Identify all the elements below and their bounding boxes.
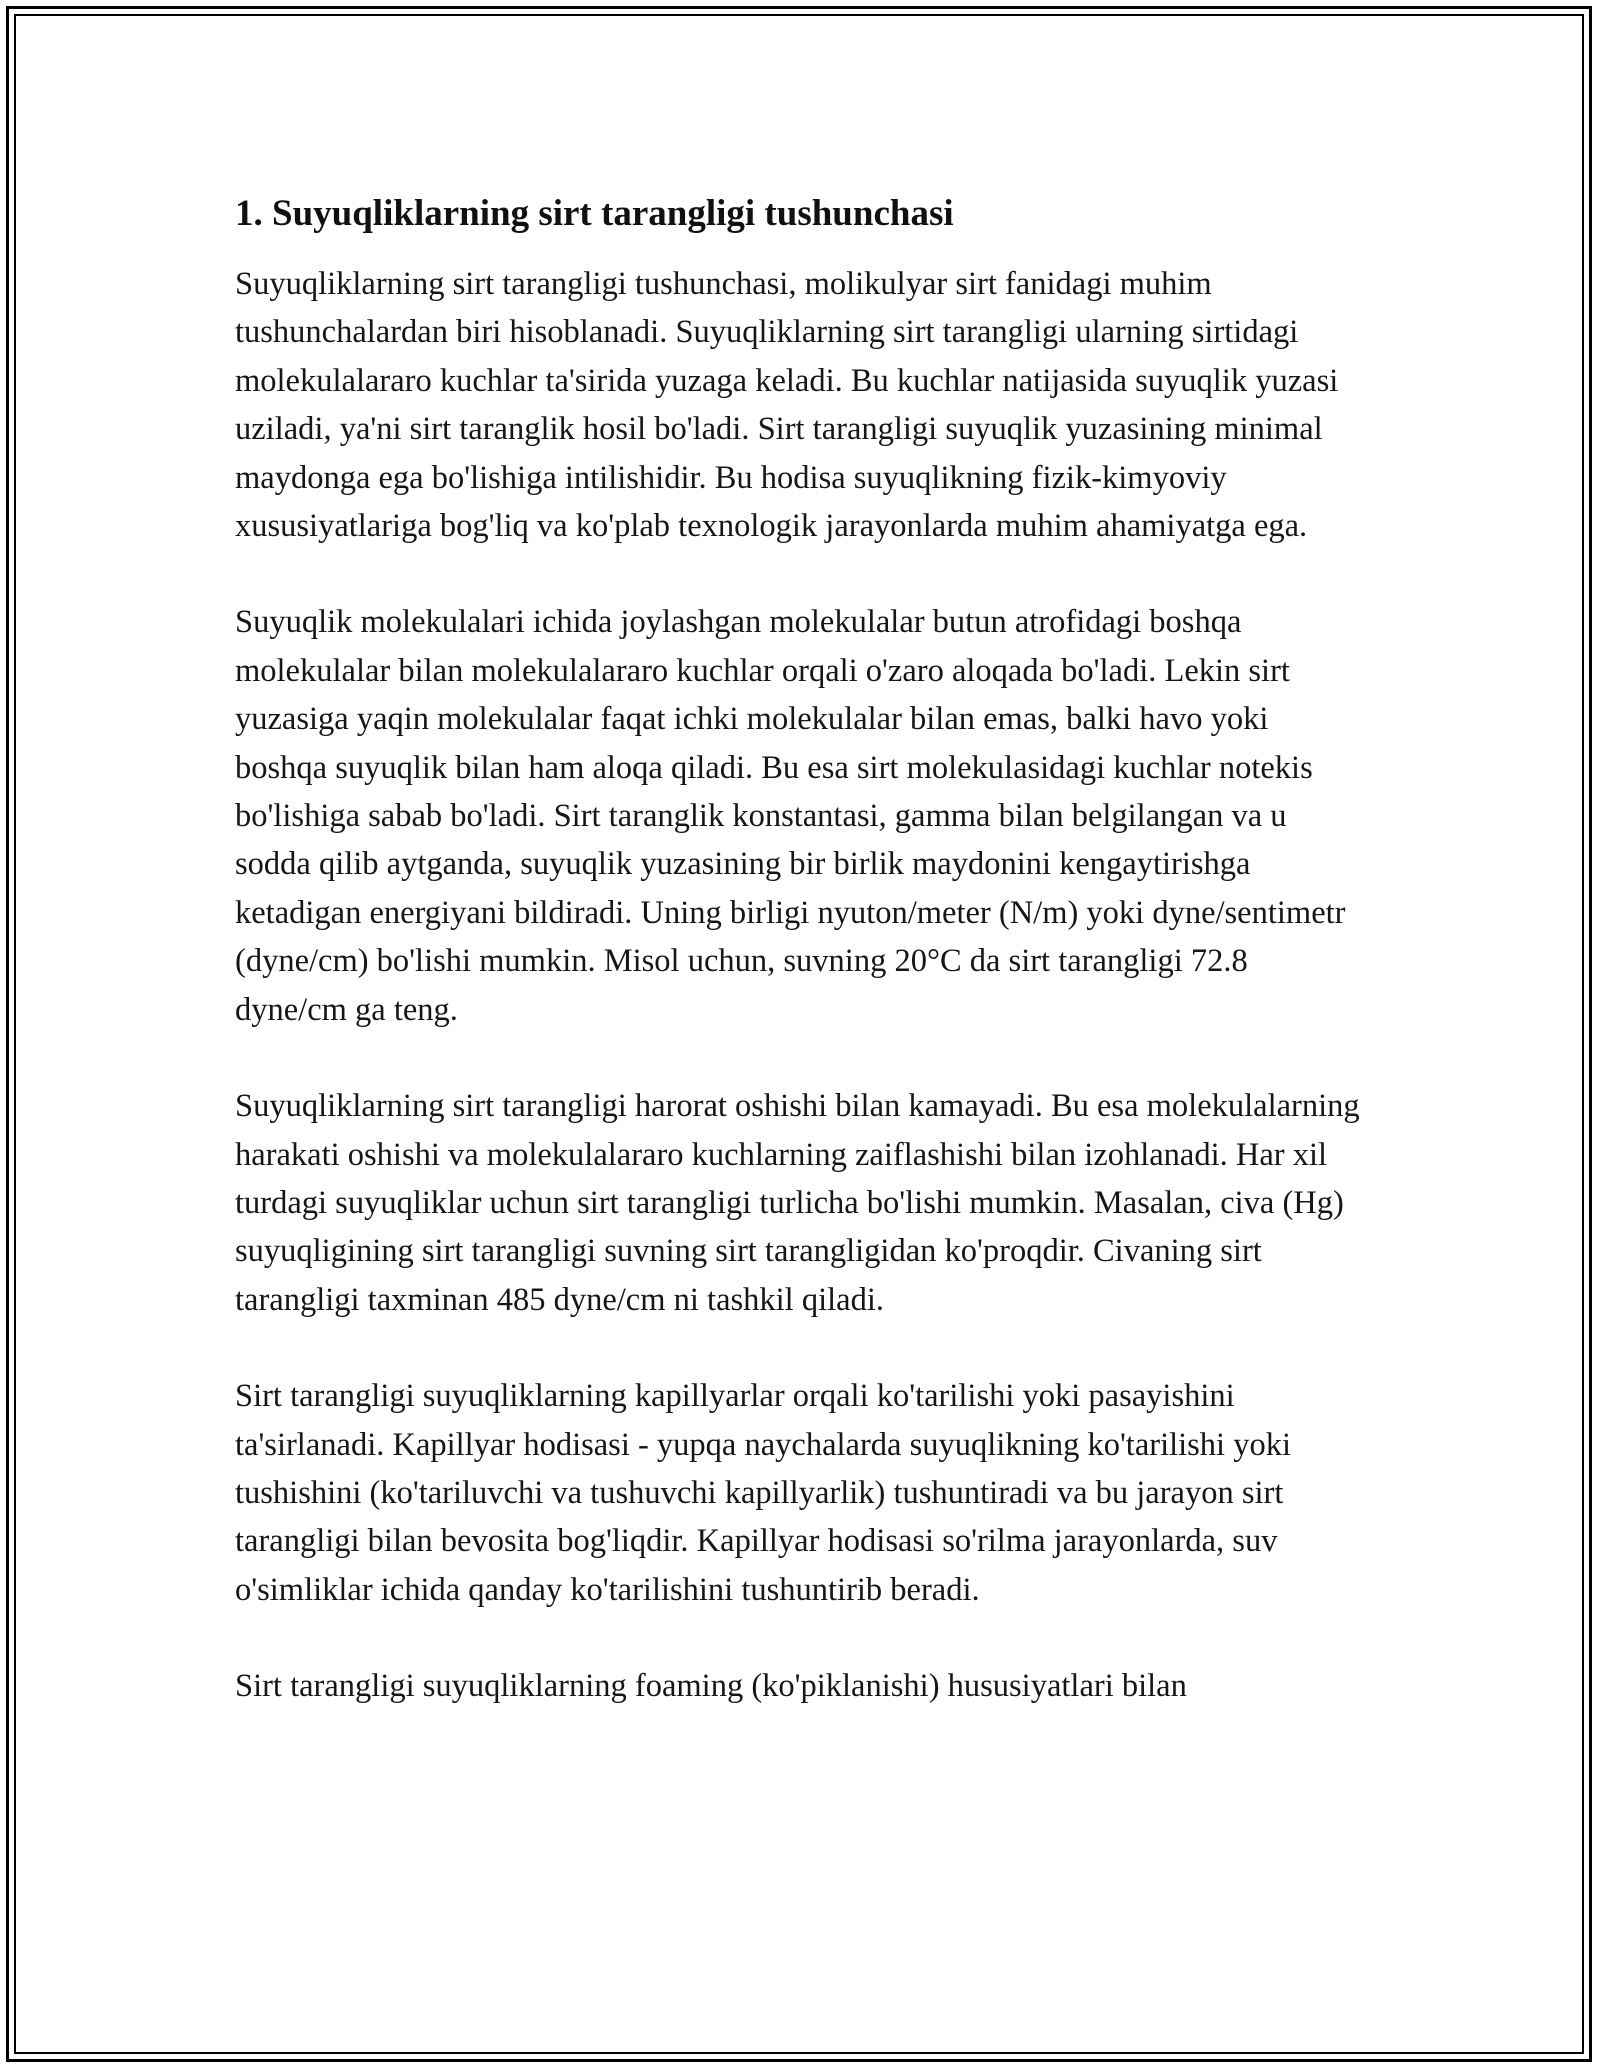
paragraph-5: Sirt tarangligi suyuqliklarning foaming (ko'piklanishi) hususiyatlari bilan	[235, 1668, 1187, 1705]
paragraph-2: Suyuqlik molekulalari ichida joylashgan molekulalar butun atrofidagi boshqa molekulalar bilan molekulalararo kuchlar orqali o'zaro aloqada bo'ladi. Lekin sirt yuzasiga yaqin molekulalar faqat ichki molekulalar bilan emas, balki havo yoki boshqa suyuqlik bilan ham aloqa qiladi. Bu esa sirt molekulasidagi kuchlar notekis bo'lishiga sabab bo'ladi. Sirt taranglik konstantasi, gamma bilan belgilangan va u sodda qilib aytganda, suyuqlik yuzasining bir birlik maydonini kengaytirishga ketadigan energiyani bildiradi. Uning birligi nyuton/meter (N/m) yoki dyne/sentimetr (dyne/cm) bo'lishi mumkin. Misol uchun, suvning 20°C da sirt tarangligi 72.8 dyne/cm ga teng.	[235, 604, 1346, 1028]
paragraph-3: Suyuqliklarning sirt tarangligi harorat oshishi bilan kamayadi. Bu esa molekulalarning harakati oshishi va molekulalararo kuchlarning zaiflashishi bilan izohlanadi. Har xil turdagi suyuqliklar uchun sirt tarangligi turlicha bo'lishi mumkin. Masalan, civa (Hg) suyuqligining sirt tarangligi suvning sirt tarangligidan ko'proqdir. Civaning sirt tarangligi taxminan 485 dyne/cm ni tashkil qiladi.	[235, 1088, 1360, 1318]
paragraph-4: Sirt tarangligi suyuqliklarning kapillyarlar orqali ko'tarilishi yoki pasayishini ta'sirlanadi. Kapillyar hodisasi - yupqa naychalarda suyuqlikning ko'tarilishi yoki tushishini (ko'tariluvchi va tushuvchi kapillyarlik) tushuntiradi va bu jarayon sirt tarangligi bilan bevosita bog'liqdir. Kapillyar hodisasi so'rilma jarayonlarda, suv o'simliklar ichida qanday ko'tarilishini tushuntirib beradi.	[235, 1378, 1291, 1608]
section-heading: 1. Suyuqliklarning sirt tarangligi tushunchasi	[235, 193, 954, 234]
document-body	[235, 188, 1365, 1759]
paragraph-1: Suyuqliklarning sirt tarangligi tushunchasi, molikulyar sirt fanidagi muhim tushunchalardan biri hisoblanadi. Suyuqliklarning sirt tarangligi ularning sirtidagi molekulalararo kuchlar ta'sirida yuzaga keladi. Bu kuchlar natijasida suyuqlik yuzasi uziladi, ya'ni sirt taranglik hosil bo'ladi. Sirt tarangligi suyuqlik yuzasining minimal maydonga ega bo'lishiga intilishidir. Bu hodisa suyuqlikning fizik-kimyoviy xususiyatlariga bog'liq va ko'plab texnologik jarayonlarda muhim ahamiyatga ega.	[235, 266, 1339, 545]
